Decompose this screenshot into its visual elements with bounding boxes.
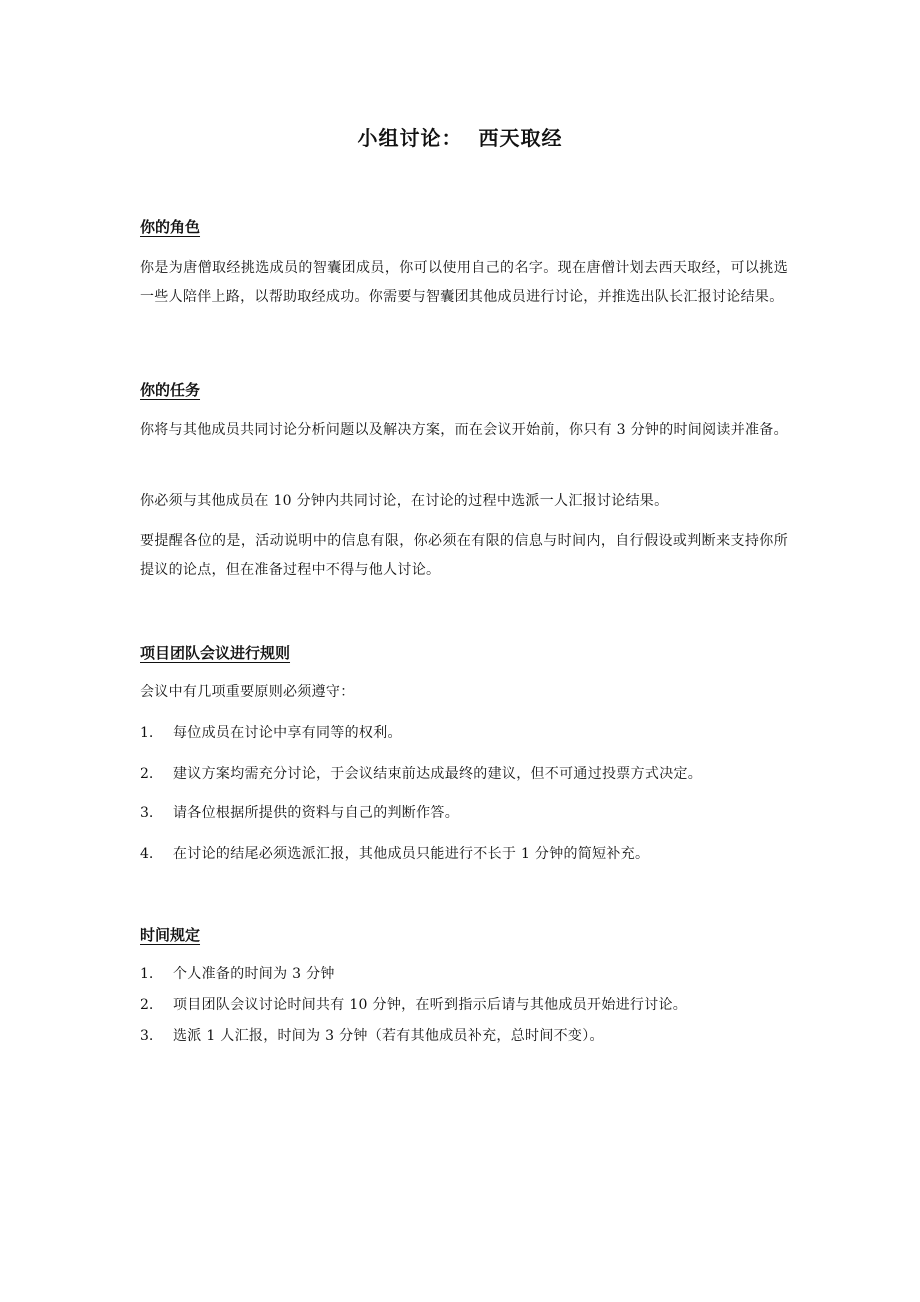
time-list-item bbox=[140, 1026, 790, 1046]
list-item-text: 项目团队会议讨论时间共有 10 分钟，在听到指示后请与其他成员开始进行讨论。 bbox=[173, 997, 688, 1013]
role-paragraph: 你是为唐僧取经挑选成员的智囊团成员，你可以使用自己的名字。现在唐僧计划去西天取经，可以挑选一些人陪伴上路，以帮助取经成功。你需要与智囊团其他成员进行讨论，并推选出队长汇报讨论结果。 bbox=[140, 260, 788, 305]
task-paragraph-2: 你必须与其他成员在 10 分钟内共同讨论，在讨论的过程中选派一人汇报讨论结果。 bbox=[140, 493, 669, 509]
list-number: 2. bbox=[140, 997, 154, 1013]
list-item-text: 在讨论的结尾必须选派汇报，其他成员只能进行不长于 1 分钟的简短补充。 bbox=[173, 846, 650, 862]
task-paragraph-1: 你将与其他成员共同讨论分析问题以及解决方案，而在会议开始前，你只有 3 分钟的时间阅读并准备。 bbox=[140, 422, 788, 438]
section-heading-role: 你的角色 bbox=[140, 218, 201, 236]
list-number: 3. bbox=[140, 1028, 154, 1044]
rules-list-item bbox=[140, 844, 790, 864]
document-title: 小组讨论： 西天取经 bbox=[357, 126, 563, 150]
rules-list-item bbox=[140, 764, 790, 784]
list-item-text: 个人准备的时间为 3 分钟 bbox=[173, 966, 335, 982]
time-list-item bbox=[140, 995, 790, 1015]
list-item-text: 每位成员在讨论中享有同等的权利。 bbox=[173, 725, 402, 741]
list-item-text: 建议方案均需充分讨论，于会议结束前达成最终的建议，但不可通过投票方式决定。 bbox=[173, 766, 703, 782]
list-number: 3. bbox=[140, 805, 154, 821]
list-number: 2. bbox=[140, 766, 154, 782]
rules-list-item bbox=[140, 803, 790, 823]
list-item-text: 选派 1 人汇报，时间为 3 分钟（若有其他成员补充，总时间不变）。 bbox=[173, 1028, 604, 1044]
time-list-item bbox=[140, 964, 790, 984]
list-number: 4. bbox=[140, 846, 154, 862]
section-heading-rules: 项目团队会议进行规则 bbox=[140, 644, 291, 662]
section-heading-task: 你的任务 bbox=[140, 381, 201, 399]
rules-intro: 会议中有几项重要原则必须遵守： bbox=[140, 684, 355, 700]
list-number: 1. bbox=[140, 966, 154, 982]
list-number: 1. bbox=[140, 725, 154, 741]
list-item-text: 请各位根据所提供的资料与自己的判断作答。 bbox=[173, 805, 459, 821]
section-heading-time: 时间规定 bbox=[140, 926, 201, 944]
rules-list-item bbox=[140, 723, 790, 743]
task-paragraph-3: 要提醒各位的是，活动说明中的信息有限，你必须在有限的信息与时间内，自行假设或判断来支持你所提议的论点，但在准备过程中不得与他人讨论。 bbox=[140, 533, 788, 578]
